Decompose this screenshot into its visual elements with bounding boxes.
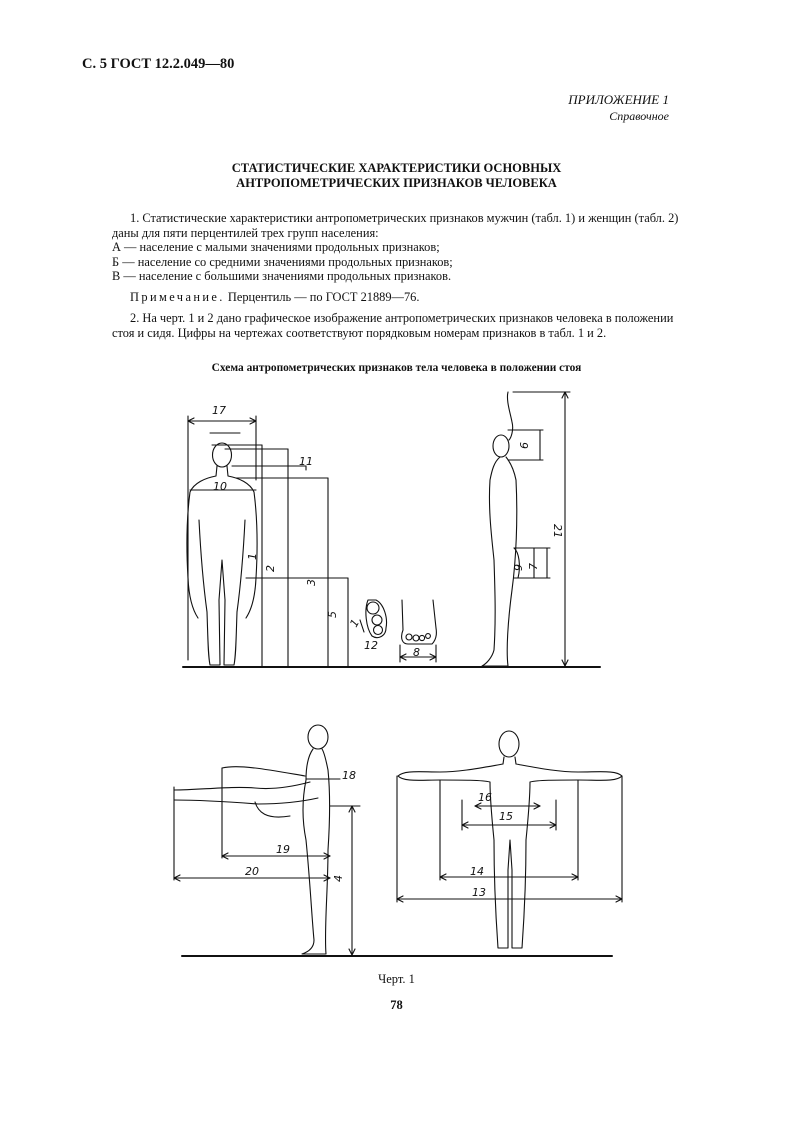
label-9: 9 — [512, 564, 525, 571]
label-20: 20 — [245, 865, 259, 878]
side-standing-figure — [482, 392, 519, 666]
label-13: 13 — [472, 886, 486, 899]
paragraph-1-line-2: даны для пяти перцентилей трех групп населения: — [112, 225, 379, 240]
label-12: 12 — [364, 639, 378, 652]
list-item: В — население с большими значениями продольных признаков. — [112, 269, 452, 284]
list-item: Б — население со средними значениями продольных признаков; — [112, 254, 453, 269]
note-text: Перцентиль — по ГОСТ 21889—76. — [224, 290, 420, 304]
page-header: С. 5 ГОСТ 12.2.049—80 — [82, 56, 235, 72]
label-8: 8 — [413, 646, 420, 659]
paragraph-1-line-1: 1. Статистические характеристики антропометрических признаков мужчин (табл. 1) и женщин (табл. 2) — [130, 211, 679, 225]
label-11: 11 — [299, 455, 313, 468]
label-5: 5 — [326, 611, 339, 618]
label-18: 18 — [342, 769, 356, 782]
side-reach-figure — [174, 725, 330, 954]
label-10: 10 — [213, 480, 227, 493]
label-hand-1: 1 — [347, 616, 363, 630]
page-number: 78 — [390, 998, 403, 1012]
chart-label: Черт. 1 — [378, 972, 415, 986]
label-2: 2 — [264, 565, 277, 572]
title-line-2: АНТРОПОМЕТРИЧЕСКИХ ПРИЗНАКОВ ЧЕЛОВЕКА — [236, 176, 557, 190]
label-14: 14 — [470, 865, 484, 878]
label-21: 21 — [551, 524, 564, 538]
note-label: Примечание. — [130, 290, 225, 304]
label-3: 3 — [305, 579, 318, 586]
paragraph-2-line-2: стоя и сидя. Цифры на чертежах соответствуют порядковым номерам признаков в табл. 1 и 2. — [112, 325, 607, 340]
appendix-type: Справочное — [609, 109, 669, 123]
list-item: А — население с малыми значениями продольных признаков; — [112, 240, 440, 254]
figure-caption: Схема антропометрических признаков тела человека в положении стоя — [211, 362, 582, 374]
appendix-label: ПРИЛОЖЕНИЕ 1 — [568, 92, 669, 107]
label-16: 16 — [478, 791, 492, 804]
label-6: 6 — [518, 442, 531, 449]
label-15: 15 — [499, 810, 513, 823]
label-4: 4 — [332, 875, 345, 882]
paragraph-2-line-1: 2. На черт. 1 и 2 дано графическое изображение антропометрических признаков человека в положении — [130, 311, 674, 325]
front-arms-figure — [398, 731, 622, 948]
label-7: 7 — [527, 563, 540, 570]
label-1: 1 — [246, 553, 259, 560]
hand-sketch — [360, 600, 387, 638]
label-19: 19 — [276, 843, 290, 856]
title-line-1: СТАТИСТИЧЕСКИЕ ХАРАКТЕРИСТИКИ ОСНОВНЫХ — [231, 161, 562, 175]
label-17: 17 — [212, 404, 226, 417]
